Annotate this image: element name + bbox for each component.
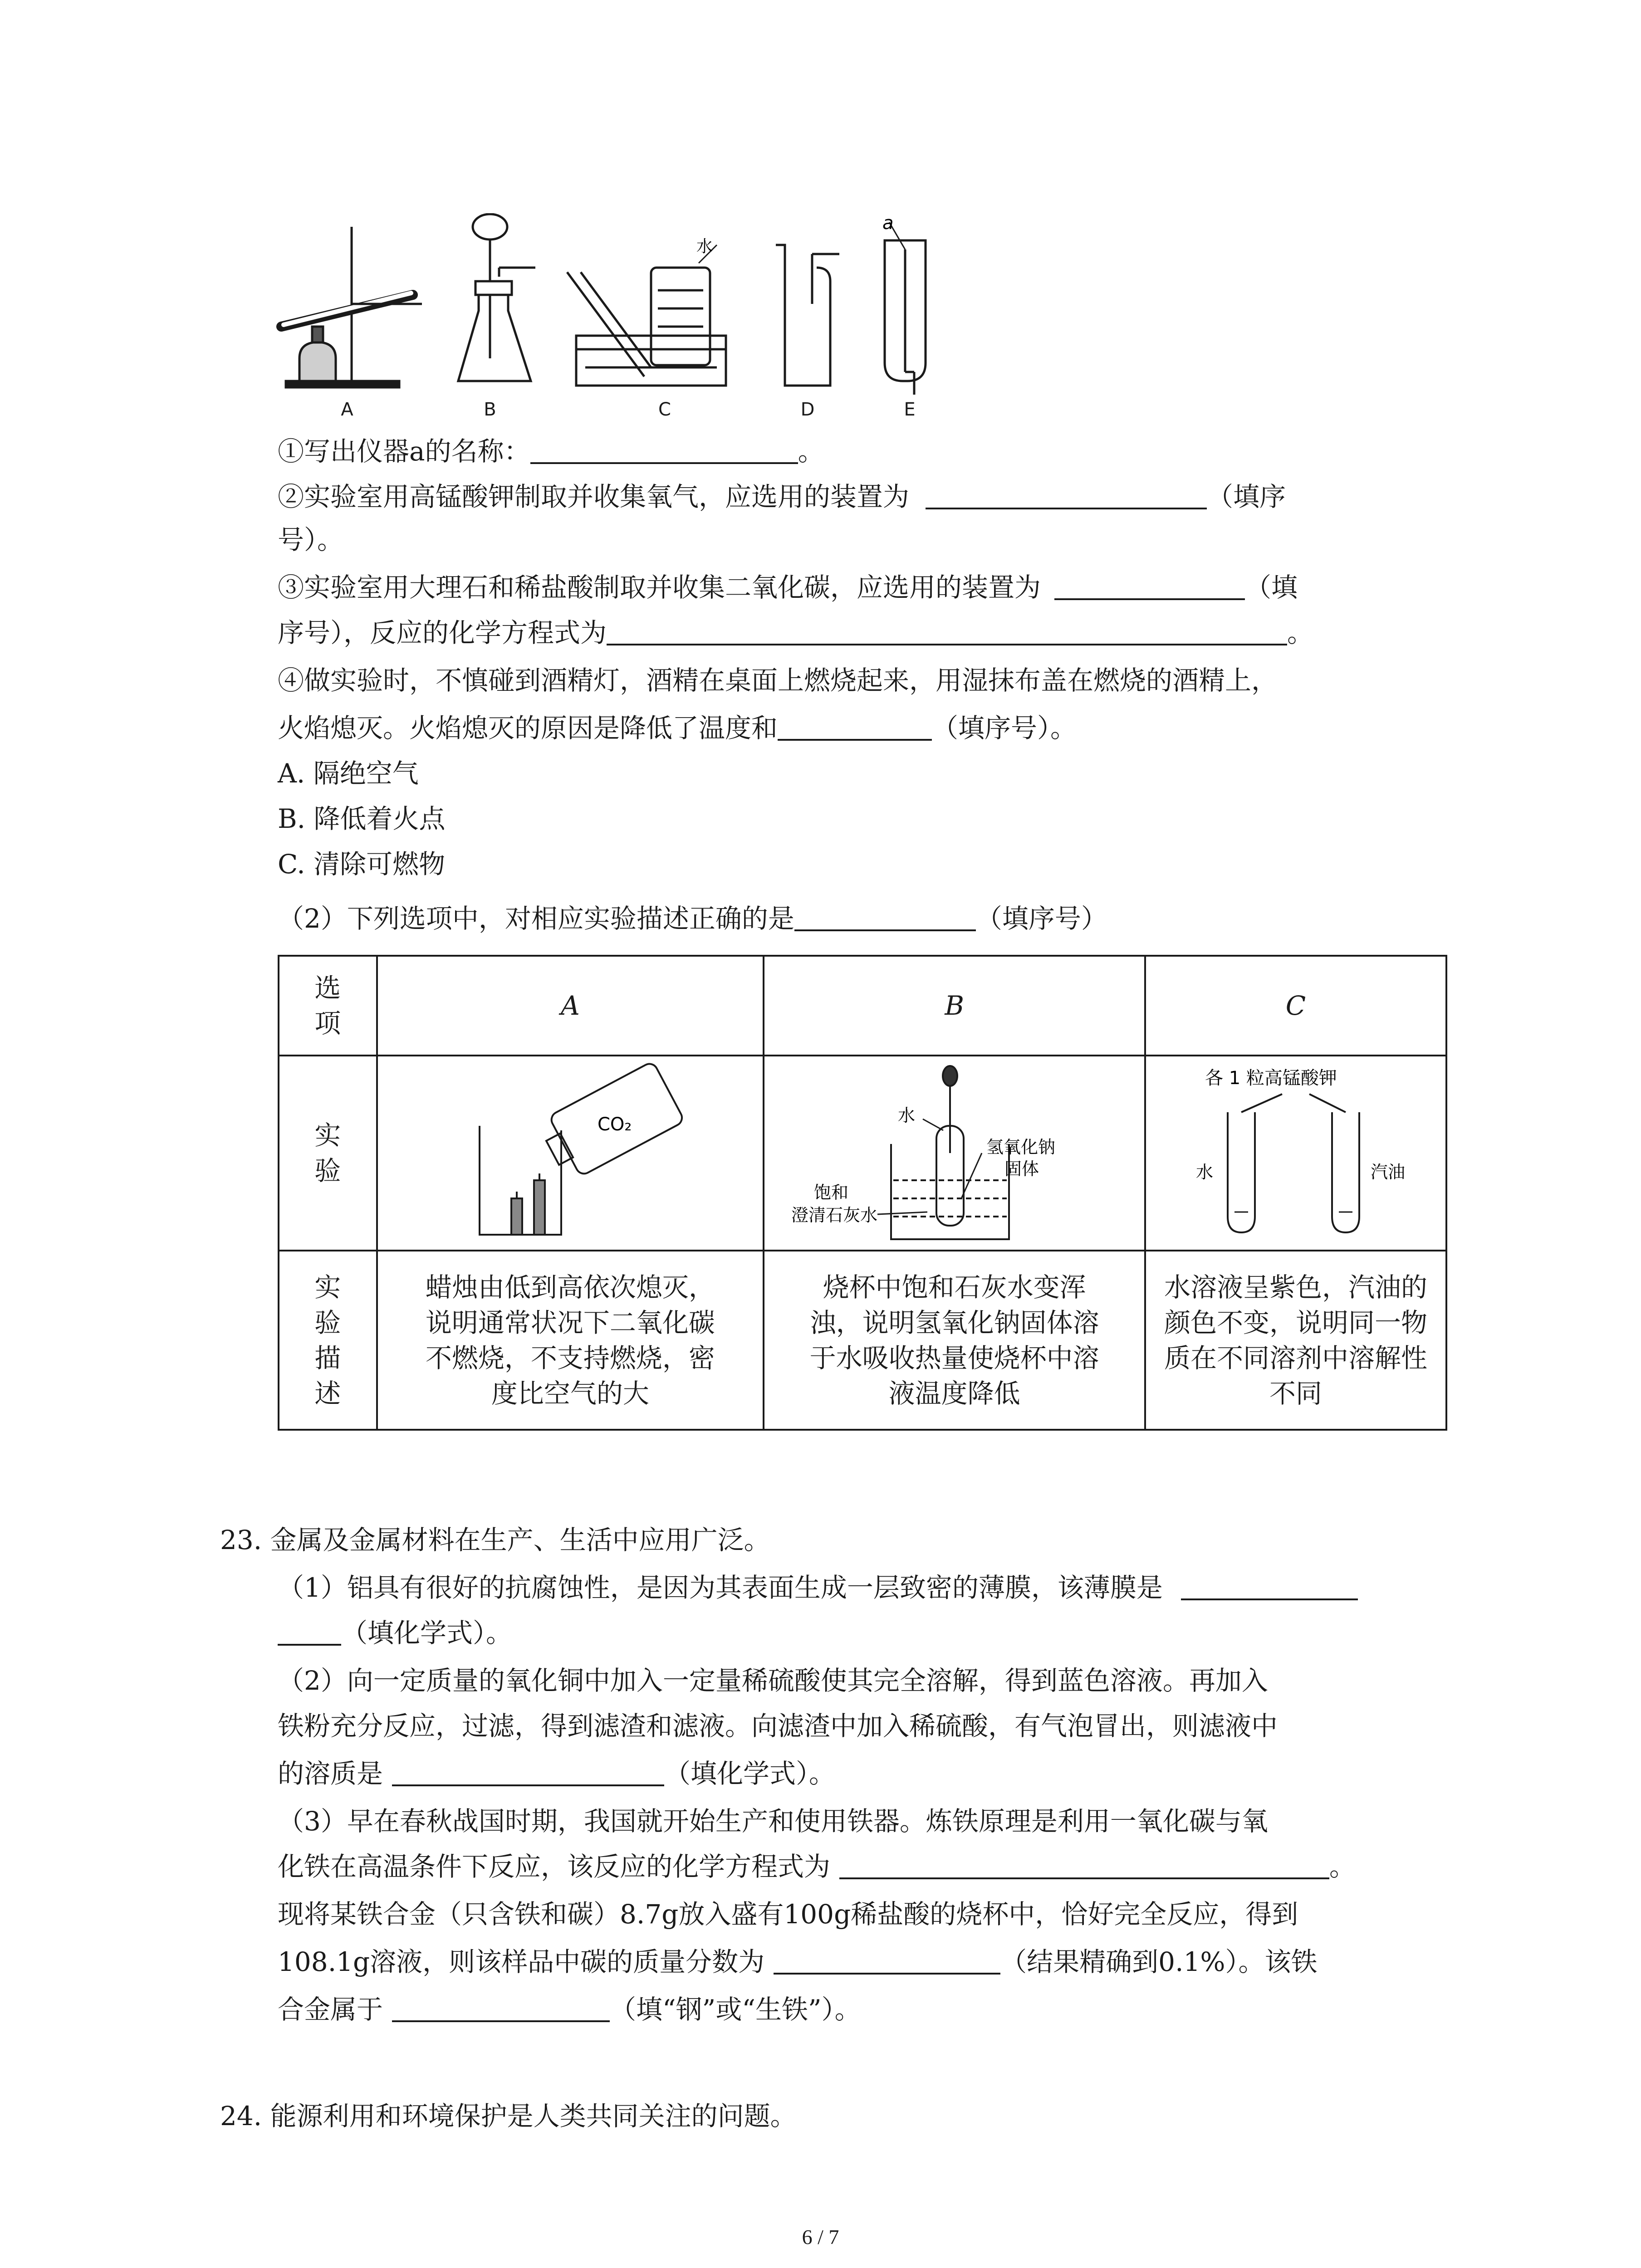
- q23-3e-line: [278, 1991, 861, 2028]
- q22-2-end: （填序: [1207, 481, 1286, 512]
- answer-blank-equation-1[interactable]: [607, 616, 1287, 645]
- answer-blank-9[interactable]: [392, 1993, 610, 2022]
- answer-blank-7[interactable]: [392, 1757, 664, 1786]
- q23-title: 23. 金属及金属材料在生产、生活中应用广泛。: [220, 1525, 770, 1555]
- q23-3d-end: （结果精确到0.1%）。该铁: [1000, 1946, 1318, 1977]
- q23-1b-text: （填化学式）。: [341, 1618, 513, 1648]
- desc-a-line-2: 说明通常状况下二氧化碳: [425, 1307, 715, 1338]
- desc-b-line-1: 烧杯中饱和石灰水变浑: [823, 1271, 1086, 1303]
- q22-4b-end: （填序号）。: [932, 713, 1077, 743]
- q22-2b-line: 号）。: [278, 524, 344, 555]
- header-desc-1: 实: [314, 1271, 341, 1303]
- q22-4-line: ④做实验时，不慎碰到酒精灯，酒精在桌面上燃烧起来，用湿抹布盖在燃烧的酒精上，: [278, 665, 1278, 696]
- table-header-row: [279, 956, 1446, 1056]
- desc-c-line-3: 质在不同溶剂中溶解性: [1164, 1342, 1427, 1374]
- q23-1b-line: [278, 1615, 512, 1651]
- q22-part2-end: （填序号）: [975, 903, 1107, 934]
- q22-3-text: ③实验室用大理石和稀盐酸制取并收集二氧化碳，应选用的装置为: [278, 572, 1041, 603]
- answer-blank-2[interactable]: [926, 480, 1207, 509]
- q23-2-line: （2）向一定质量的氧化铜中加入一定量稀硫酸使其完全溶解，得到蓝色溶液。再加入: [278, 1665, 1268, 1696]
- img-b-water: 水: [897, 1105, 915, 1125]
- experiment-a-cell: [377, 1056, 764, 1251]
- q22-2-text: ②实验室用高锰酸钾制取并收集氧气，应选用的装置为: [278, 481, 910, 512]
- desc-b-line-4: 液温度降低: [888, 1378, 1020, 1409]
- q22-4b-text: 火焰熄灭。火焰熄灭的原因是降低了温度和: [278, 713, 778, 743]
- naoh-beaker-figure: [791, 1062, 1118, 1244]
- q23-3-line: （3）早在春秋战国时期，我国就开始生产和使用铁器。炼铁原理是利用一氧化碳与氧: [278, 1806, 1268, 1837]
- q22-part2-text: （2）下列选项中，对相应实验描述正确的是: [278, 903, 794, 934]
- option-c: C. 清除可燃物: [278, 849, 446, 880]
- q22-3b-end: 。: [1287, 617, 1314, 648]
- apparatus-e-drawing: [885, 222, 926, 395]
- q23-3e-end: （填“钢”或“生铁”）。: [610, 1994, 861, 2025]
- img-b-lime-2: 澄清石灰水: [791, 1205, 877, 1225]
- apparatus-c-drawing: [567, 245, 726, 386]
- col-b-header: B: [764, 956, 1145, 1056]
- q23-3b-end: 。: [1329, 1851, 1356, 1882]
- q23-3e-text: 合金属于: [278, 1994, 383, 2025]
- answer-blank-6a[interactable]: [1181, 1571, 1358, 1600]
- q22-3-end: （填: [1245, 572, 1298, 603]
- header-description-cell: [279, 1251, 377, 1430]
- q22-part2-line: [278, 900, 1107, 937]
- q23-1-text: （1）铝具有很好的抗腐蚀性，是因为其表面生成一层致密的薄膜，该薄膜是: [278, 1572, 1163, 1603]
- q24-title: 24. 能源利用和环境保护是人类共同关注的问题。: [220, 2101, 797, 2131]
- answer-blank-1[interactable]: [530, 435, 798, 464]
- img-c-oil: 汽油: [1371, 1162, 1406, 1182]
- desc-a-line-4: 度比空气的大: [491, 1378, 649, 1409]
- answer-blank-6b[interactable]: [278, 1617, 341, 1646]
- apparatus-b-drawing: [458, 214, 535, 381]
- header-desc-2: 验: [314, 1307, 341, 1338]
- q23-3d-text: 108.1g溶液，则该样品中碳的质量分数为: [278, 1946, 765, 1977]
- desc-a-line-3: 不燃烧，不支持燃烧，密: [425, 1342, 715, 1374]
- answer-blank-3[interactable]: [1054, 571, 1245, 600]
- desc-b-line-2: 浊，说明氢氧化钠固体溶: [809, 1307, 1099, 1338]
- description-c-cell: [1145, 1251, 1446, 1430]
- answer-blank-8[interactable]: [774, 1945, 1000, 1975]
- apparatus-a-drawing: [281, 227, 422, 387]
- experiment-b-cell: [764, 1056, 1145, 1251]
- desc-c-line-4: 不同: [1269, 1378, 1322, 1409]
- q23-2c-end: （填化学式）。: [664, 1758, 836, 1789]
- description-a-cell: [377, 1251, 764, 1430]
- answer-blank-4[interactable]: [778, 712, 932, 741]
- desc-c-line-2: 颜色不变，说明同一物: [1164, 1307, 1427, 1338]
- apparatus-figure: [272, 213, 1043, 431]
- table-description-row: [279, 1251, 1446, 1430]
- apparatus-label-c: C: [658, 399, 671, 420]
- q23-2b-line: 铁粉充分反应，过滤，得到滤渣和滤液。向滤渣中加入稀硫酸，有气泡冒出，则滤液中: [278, 1711, 1278, 1741]
- table-experiment-row: [279, 1056, 1446, 1251]
- q23-3c-line: 现将某铁合金（只含铁和碳）8.7g放入盛有100g稀盐酸的烧杯中，恰好完全反应，得到: [278, 1899, 1298, 1930]
- header-experiment-1: 实: [314, 1120, 341, 1151]
- img-c-top: 各 1 粒高锰酸钾: [1205, 1068, 1337, 1089]
- header-option-cell: [279, 956, 377, 1056]
- apparatus-label-b: B: [484, 399, 496, 420]
- q23-2c-text: 的溶质是: [278, 1758, 383, 1789]
- desc-b-line-3: 于水吸收热量使烧杯中溶: [809, 1342, 1099, 1374]
- q22-3b-text: 序号），反应的化学方程式为: [278, 617, 607, 648]
- tube-a-label: a: [882, 213, 894, 234]
- co2-pouring-figure: [452, 1062, 688, 1244]
- header-option-2: 项: [314, 1008, 341, 1039]
- option-a: A. 隔绝空气: [278, 758, 419, 789]
- q22-2-line: [278, 479, 1286, 515]
- q22-3-line: [278, 569, 1298, 606]
- header-desc-3: 描: [314, 1342, 341, 1374]
- answer-blank-equation-2[interactable]: [839, 1850, 1329, 1879]
- options-table: [278, 955, 1447, 1431]
- q22-4b-line: [278, 710, 1077, 746]
- col-a-header: A: [377, 956, 764, 1056]
- q23-3d-line: [278, 1944, 1318, 1980]
- q22-1-line: [278, 433, 824, 469]
- q23-2c-line: [278, 1755, 835, 1792]
- apparatus-label-d: D: [800, 399, 815, 420]
- answer-blank-5[interactable]: [794, 902, 976, 931]
- water-label: 水: [696, 237, 713, 256]
- q23-3b-line: [278, 1848, 1356, 1885]
- header-desc-4: 述: [314, 1378, 341, 1409]
- header-option-1: 选: [314, 973, 341, 1003]
- col-c-header: C: [1145, 956, 1446, 1056]
- desc-c-line-1: 水溶液呈紫色，汽油的: [1164, 1271, 1427, 1303]
- q22-3b-line: [278, 615, 1313, 651]
- page-number: 6 / 7: [802, 2225, 839, 2248]
- co2-label: CO₂: [597, 1114, 632, 1135]
- header-experiment-cell: [279, 1056, 377, 1251]
- option-b: B. 降低着火点: [278, 803, 446, 834]
- q23-3b-text: 化铁在高温条件下反应，该反应的化学方程式为: [278, 1851, 831, 1882]
- q22-1-text: ①写出仪器a的名称：: [278, 436, 530, 467]
- img-c-water: 水: [1196, 1162, 1214, 1182]
- q23-1-line: [278, 1569, 1358, 1606]
- apparatus-d-drawing: [776, 245, 839, 386]
- img-b-lime-1: 饱和: [813, 1183, 848, 1202]
- description-b-cell: [764, 1251, 1145, 1430]
- img-b-naoh-1: 氢氧化钠: [986, 1137, 1055, 1157]
- kmno4-tubes-figure: [1155, 1062, 1436, 1244]
- apparatus-label-a: A: [341, 399, 353, 420]
- desc-a-line-1: 蜡烛由低到高依次熄灭，: [425, 1271, 715, 1303]
- apparatus-drawings: [272, 213, 1043, 395]
- img-b-naoh-2: 固体: [1004, 1159, 1039, 1179]
- apparatus-label-e: E: [904, 399, 916, 420]
- header-experiment-2: 验: [314, 1155, 341, 1186]
- experiment-c-cell: [1145, 1056, 1446, 1251]
- q22-1-end: 。: [798, 436, 824, 467]
